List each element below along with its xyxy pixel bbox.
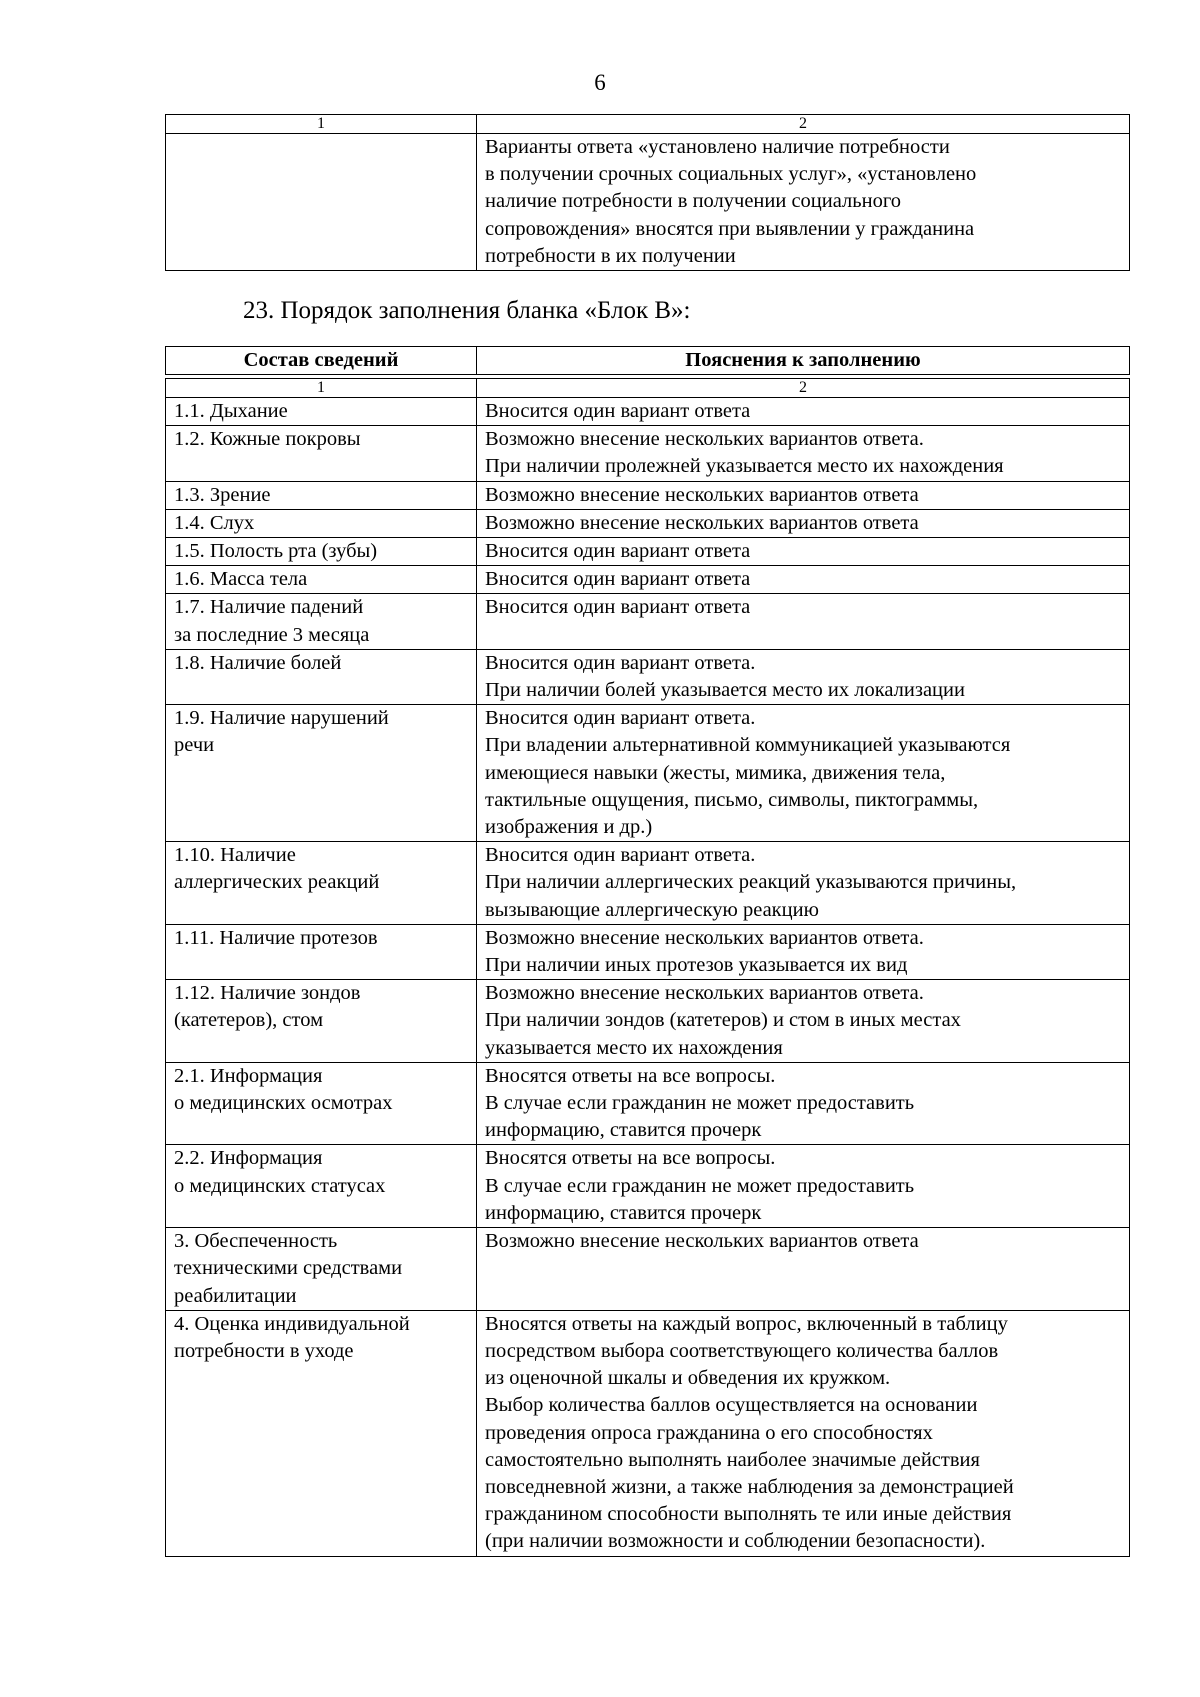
table-row bbox=[166, 980, 1130, 1063]
cell-text-line: (катетеров), стом bbox=[174, 1009, 324, 1032]
cell-text-line: Вносятся ответы на каждый вопрос, включенный в таблицу bbox=[485, 1312, 1008, 1335]
cell-text-line: самостоятельно выполнять наиболее значимые действия bbox=[485, 1448, 980, 1471]
table-cell-right bbox=[477, 566, 1130, 594]
cell-text-line: 1.7. Наличие падений bbox=[174, 596, 364, 619]
table-row bbox=[166, 705, 1130, 842]
table-cell-right bbox=[477, 398, 1130, 426]
table-cell-right bbox=[477, 924, 1130, 979]
table-cell-left bbox=[166, 566, 477, 594]
cell-text-line: 1.8. Наличие болей bbox=[174, 651, 342, 674]
cell-text-line: имеющиеся навыки (жесты, мимика, движения тела, bbox=[485, 761, 946, 784]
table-cell-right bbox=[477, 1228, 1130, 1311]
table-cell-right bbox=[477, 1310, 1130, 1556]
cell-text-line: Вносится один вариант ответа bbox=[485, 596, 751, 619]
table-row bbox=[166, 594, 1130, 649]
table-cell-right bbox=[477, 134, 1130, 271]
table-cell-right bbox=[477, 649, 1130, 704]
cell-text-line: Возможно внесение нескольких вариантов ответа. bbox=[485, 428, 924, 451]
table-row bbox=[166, 649, 1130, 704]
cell-text-line: Возможно внесение нескольких вариантов ответа. bbox=[485, 982, 924, 1005]
table-cell-left bbox=[166, 980, 477, 1063]
table-row bbox=[166, 566, 1130, 594]
column-number-row bbox=[166, 379, 1130, 398]
cell-text-line: Вносится один вариант ответа bbox=[485, 568, 751, 591]
cell-text-line: потребности в их получении bbox=[485, 244, 736, 267]
cell-text-line: о медицинских осмотрах bbox=[174, 1092, 393, 1115]
cell-text-line: Вносится один вариант ответа bbox=[485, 540, 751, 563]
column-number: 1 bbox=[166, 115, 477, 134]
cell-text-line: Вносятся ответы на все вопросы. bbox=[485, 1064, 776, 1087]
cell-text-line: о медицинских статусах bbox=[174, 1174, 386, 1197]
table-cell-right bbox=[477, 980, 1130, 1063]
table-cell-right bbox=[477, 842, 1130, 925]
cell-text-line: реабилитации bbox=[174, 1284, 297, 1307]
cell-text-line: 1.10. Наличие bbox=[174, 844, 296, 867]
cell-text-line: 1.5. Полость рта (зубы) bbox=[174, 540, 378, 563]
cell-text-line: 4. Оценка индивидуальной bbox=[174, 1312, 410, 1335]
cell-text-line: 1.4. Слух bbox=[174, 511, 255, 534]
cell-text-line: 1.2. Кожные покровы bbox=[174, 428, 361, 451]
cell-text-line: При наличии пролежней указывается место их нахождения bbox=[485, 455, 1004, 478]
cell-text-line: 2.2. Информация bbox=[174, 1147, 323, 1170]
continuation-table bbox=[165, 114, 1130, 271]
cell-text-line: Выбор количества баллов осуществляется на основании bbox=[485, 1394, 978, 1417]
cell-text-line: тактильные ощущения, письмо, символы, пиктограммы, bbox=[485, 788, 979, 811]
cell-text-line: наличие потребности в получении социального bbox=[485, 190, 901, 213]
column-header: Пояснения к заполнению bbox=[477, 347, 1130, 375]
cell-text-line: речи bbox=[174, 734, 215, 757]
table-row bbox=[166, 924, 1130, 979]
cell-text-line: 1.12. Наличие зондов bbox=[174, 982, 361, 1005]
cell-text-line: аллергических реакций bbox=[174, 871, 380, 894]
cell-text-line: в получении срочных социальных услуг», «установлено bbox=[485, 163, 977, 186]
cell-text-line: Возможно внесение нескольких вариантов ответа bbox=[485, 511, 919, 534]
table-cell-right bbox=[477, 481, 1130, 509]
table-row bbox=[166, 842, 1130, 925]
table-cell-left bbox=[166, 1145, 477, 1228]
table-cell-right bbox=[477, 509, 1130, 537]
table-cell-left bbox=[166, 1062, 477, 1145]
table-cell-left bbox=[166, 134, 477, 271]
cell-text-line: При наличии зондов (катетеров) и стом в иных местах bbox=[485, 1009, 961, 1032]
table-cell-left bbox=[166, 842, 477, 925]
table-row bbox=[166, 1228, 1130, 1311]
table-cell-left bbox=[166, 426, 477, 481]
cell-text-line: информацию, ставится прочерк bbox=[485, 1119, 762, 1142]
table-cell-right bbox=[477, 1145, 1130, 1228]
cell-text-line: из оценочной шкалы и обведения их кружком. bbox=[485, 1367, 891, 1390]
table-row bbox=[166, 509, 1130, 537]
cell-text-line: В случае если гражданин не может предоставить bbox=[485, 1174, 915, 1197]
column-number: 1 bbox=[166, 379, 477, 398]
cell-text-line: сопровождения» вносятся при выявлении у гражданина bbox=[485, 217, 975, 240]
table-row bbox=[166, 1062, 1130, 1145]
column-number-row bbox=[166, 115, 1130, 134]
cell-text-line: информацию, ставится прочерк bbox=[485, 1201, 762, 1224]
cell-text-line: изображения и др.) bbox=[485, 816, 653, 839]
table-cell-right bbox=[477, 705, 1130, 842]
column-number: 2 bbox=[477, 115, 1130, 134]
cell-text-line: (при наличии возможности и соблюдении безопасности). bbox=[485, 1530, 986, 1553]
cell-text-line: Вносятся ответы на все вопросы. bbox=[485, 1147, 776, 1170]
table-row bbox=[166, 398, 1130, 426]
block-v-table bbox=[165, 346, 1130, 1557]
table-cell-left bbox=[166, 509, 477, 537]
cell-text-line: В случае если гражданин не может предоставить bbox=[485, 1092, 915, 1115]
column-header: Состав сведений bbox=[166, 347, 477, 375]
table-row bbox=[166, 538, 1130, 566]
table-cell-left bbox=[166, 1228, 477, 1311]
table-cell-left bbox=[166, 481, 477, 509]
cell-text-line: Вносится один вариант ответа. bbox=[485, 707, 756, 730]
cell-text-line: 1.11. Наличие протезов bbox=[174, 926, 378, 949]
table-cell-left bbox=[166, 649, 477, 704]
cell-text-line: проведения опроса гражданина о его способностях bbox=[485, 1421, 933, 1444]
cell-text-line: Возможно внесение нескольких вариантов ответа. bbox=[485, 926, 924, 949]
table-row bbox=[166, 1145, 1130, 1228]
table-row bbox=[166, 426, 1130, 481]
cell-text-line: Возможно внесение нескольких вариантов ответа bbox=[485, 483, 919, 506]
section-heading: 23. Порядок заполнения бланка «Блок В»: bbox=[243, 297, 691, 324]
table-cell-left bbox=[166, 705, 477, 842]
cell-text-line: При наличии болей указывается место их локализации bbox=[485, 679, 965, 702]
table-cell-left bbox=[166, 398, 477, 426]
cell-text-line: 1.9. Наличие нарушений bbox=[174, 707, 389, 730]
cell-text-line: вызывающие аллергическую реакцию bbox=[485, 898, 819, 921]
table-cell-left bbox=[166, 1310, 477, 1556]
table-row bbox=[166, 481, 1130, 509]
cell-text-line: повседневной жизни, а также наблюдения за демонстрацией bbox=[485, 1475, 1014, 1498]
table-cell-left bbox=[166, 594, 477, 649]
cell-text-line: 2.1. Информация bbox=[174, 1064, 323, 1087]
table-cell-right bbox=[477, 594, 1130, 649]
cell-text-line: 1.1. Дыхание bbox=[174, 400, 288, 422]
table-cell-right bbox=[477, 426, 1130, 481]
cell-text-line: за последние 3 месяца bbox=[174, 623, 370, 646]
table-cell-left bbox=[166, 538, 477, 566]
page-number: 6 bbox=[594, 70, 606, 95]
cell-text-line: 3. Обеспеченность bbox=[174, 1230, 338, 1253]
table-cell-right bbox=[477, 1062, 1130, 1145]
cell-text-line: посредством выбора соответствующего количества баллов bbox=[485, 1339, 999, 1362]
cell-text-line: Вносится один вариант ответа. bbox=[485, 651, 756, 674]
cell-text-line: При владении альтернативной коммуникацией указываются bbox=[485, 734, 1011, 757]
table-cell-left bbox=[166, 924, 477, 979]
table-row bbox=[166, 134, 1130, 271]
cell-text-line: указывается место их нахождения bbox=[485, 1036, 783, 1059]
cell-text-line: Варианты ответа «установлено наличие потребности bbox=[485, 136, 950, 158]
cell-text-line: Вносится один вариант ответа. bbox=[485, 844, 756, 867]
cell-text-line: потребности в уходе bbox=[174, 1339, 354, 1362]
cell-text-line: 1.3. Зрение bbox=[174, 483, 271, 506]
header-row bbox=[166, 347, 1130, 375]
cell-text-line: 1.6. Масса тела bbox=[174, 568, 308, 591]
cell-text-line: Вносится один вариант ответа bbox=[485, 400, 751, 422]
table-cell-right bbox=[477, 538, 1130, 566]
column-number: 2 bbox=[477, 379, 1130, 398]
table-row bbox=[166, 1310, 1130, 1556]
cell-text-line: Возможно внесение нескольких вариантов ответа bbox=[485, 1230, 919, 1253]
cell-text-line: При наличии аллергических реакций указываются причины, bbox=[485, 871, 1017, 894]
cell-text-line: техническими средствами bbox=[174, 1257, 403, 1280]
cell-text-line: При наличии иных протезов указывается их вид bbox=[485, 954, 908, 977]
cell-text-line: гражданином способности выполнять те или иные действия bbox=[485, 1503, 1012, 1526]
